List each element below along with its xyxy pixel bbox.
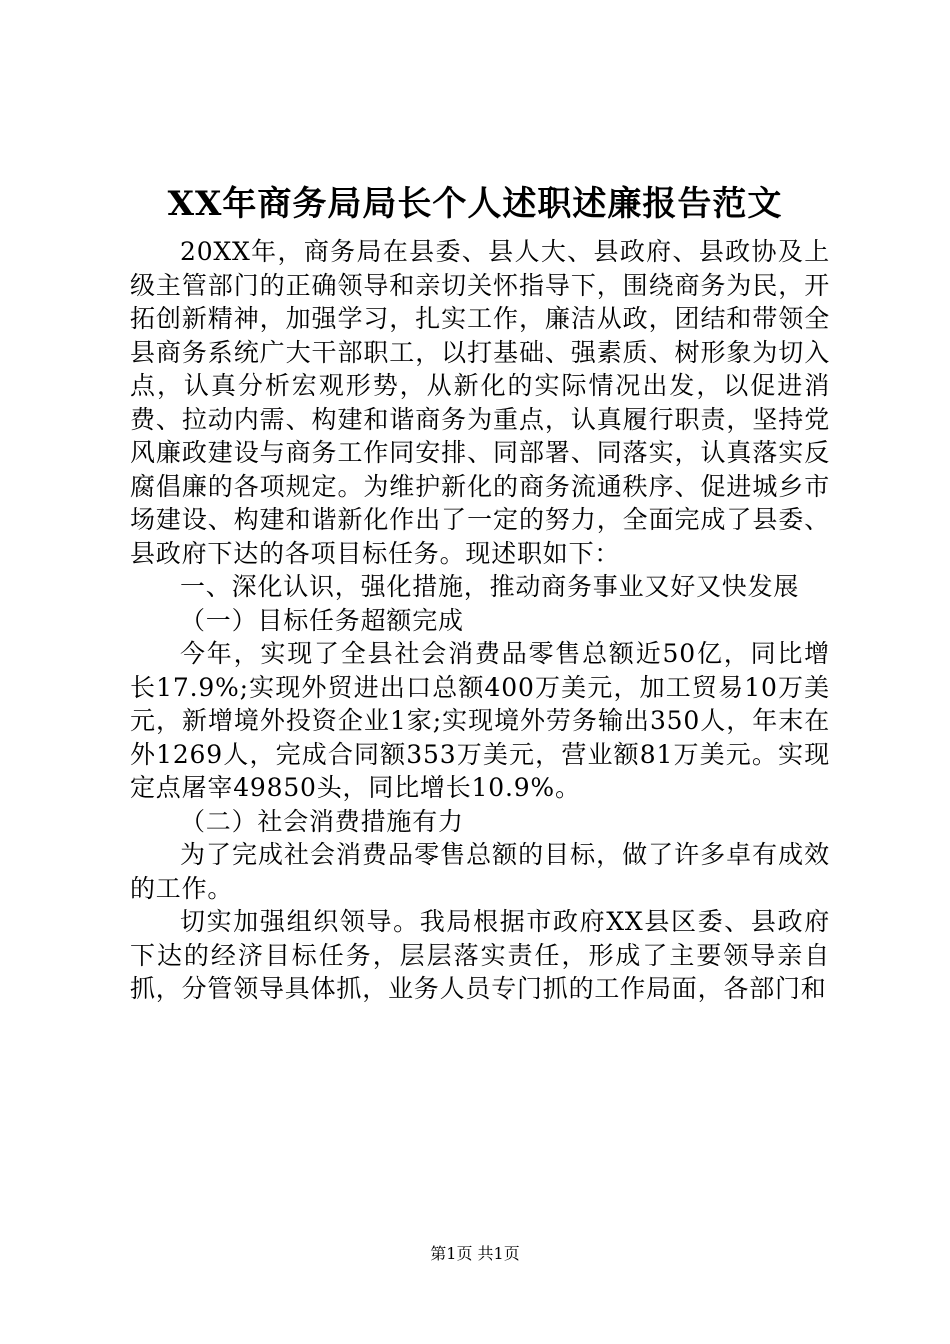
subsection-heading-1: （一）目标任务超额完成 [180, 605, 464, 635]
intro-paragraph: 20XX年，商务局在县委、县人大、县政府、县政协及上级主管部门的正确领导和亲切关怀指导下，围绕商务为民，开拓创新精神，加强学习，扎实工作，廉洁从政，团结和带领全县商务系统广大干部职工，以打基础、强素质、树形象为切入点，认真分析宏观形势，从新化的实际情况出发，以促进消费、拉动内需、构建和谐商务为重点，认真履行职责，坚持党风廉政建设与商务工作同安排、同部署、同落实，认真落实反腐倡廉的各项规定。为维护新化的商务流通秩序、促进城乡市场建设、构建和谐新化作出了一定的努力，全面完成了县委、县政府下达的各项目标任务。现述职如下： [130, 237, 830, 568]
page-footer: 第1页 共1页 [430, 1244, 520, 1263]
document-title: XX年商务局局长个人述职述廉报告范文 [167, 184, 783, 224]
leadership-paragraph: 切实加强组织领导。我局根据市政府XX县区委、县政府下达的经济目标任务，层层落实责任，形成了主要领导亲自抓，分管领导具体抓，业务人员专门抓的工作局面，各部门和 [130, 907, 830, 1003]
subsection-heading-2: （二）社会消费措施有力 [180, 806, 464, 836]
document-body [130, 235, 830, 1006]
section-heading-1: 一、深化认识，强化措施，推动商务事业又好又快发展 [180, 572, 800, 601]
results-paragraph: 今年，实现了全县社会消费品零售总额近50亿，同比增长17.9%;实现外贸进出口总额400万美元，加工贸易10万美元，新增境外投资企业1家;实现境外劳务输出350人，年末在外1269人，完成合同额353万美元，营业额81万美元。实现定点屠宰49850头，同比增长10.9%。 [130, 639, 830, 802]
consumption-paragraph: 为了完成社会消费品零售总额的目标，做了许多卓有成效的工作。 [130, 840, 830, 903]
